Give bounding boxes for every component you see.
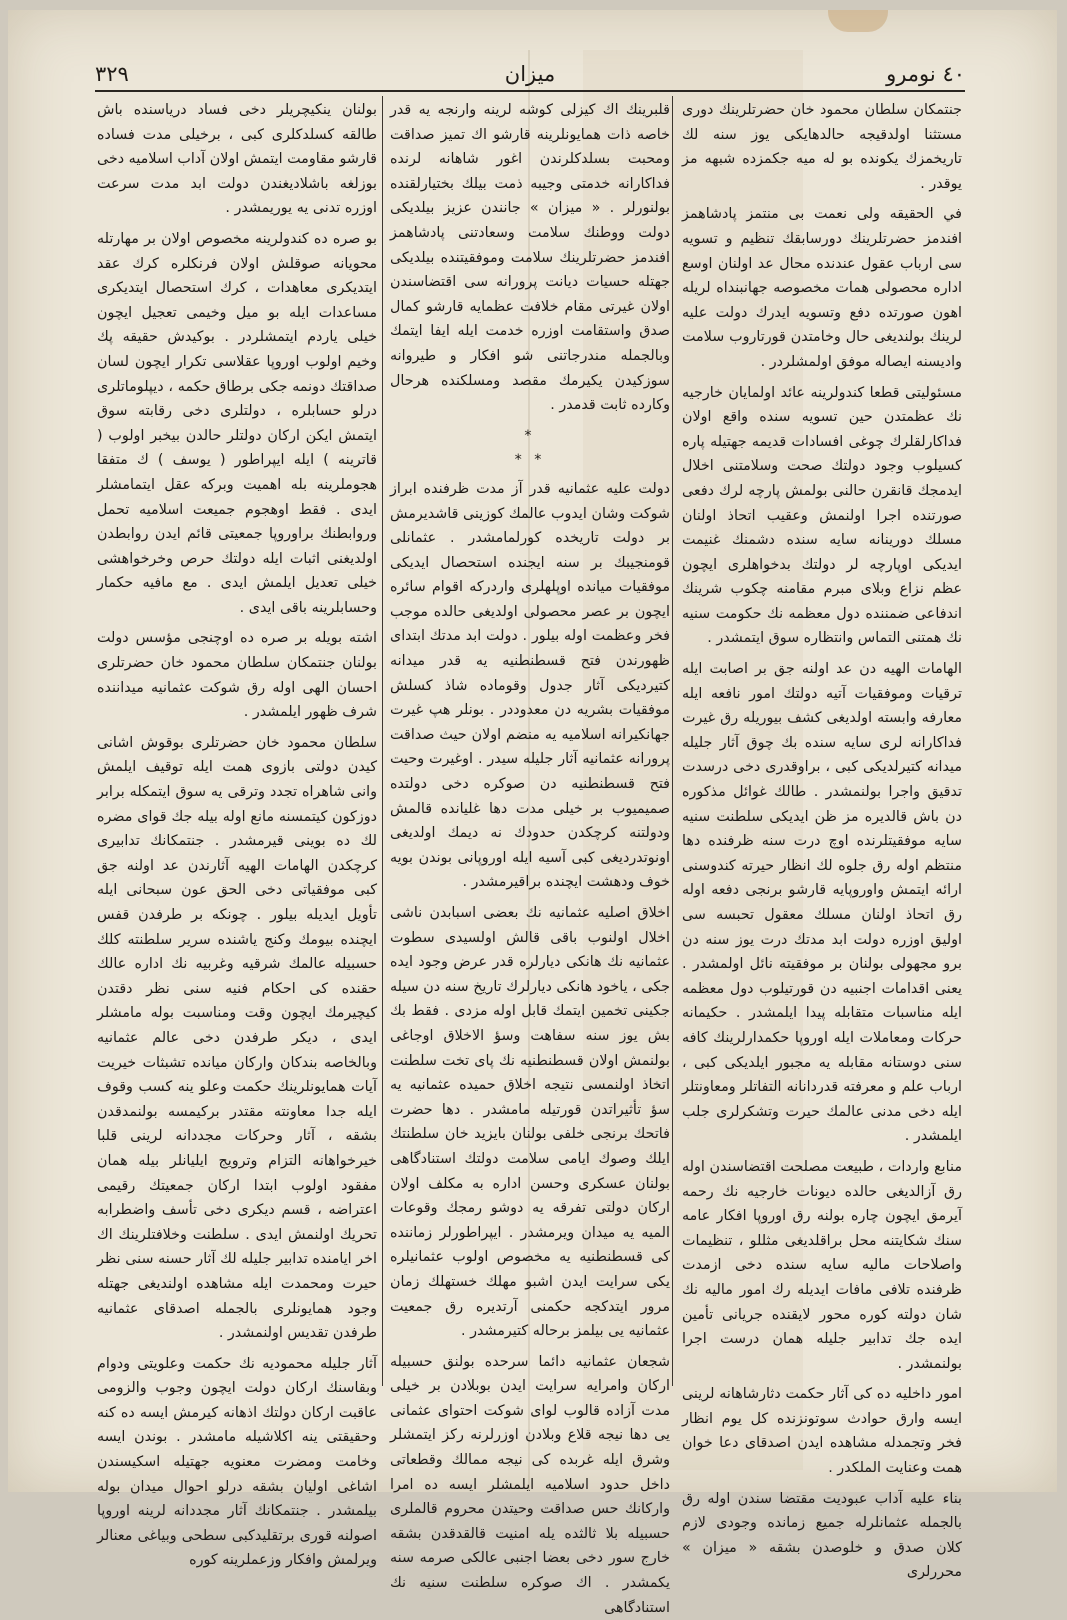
header-rule [95, 90, 965, 92]
column-divider-left [382, 96, 383, 1386]
paragraph: امور داخليه ده كى آثار حكمت دثارشاهانه لرينى ايسه وارق حوادث سوتونزنده كل يوم انظار فخر وتجمدله مشاهده ايدن اصدقاى دعا خوان همت وعنايت الملكدر . [682, 1386, 962, 1477]
page-header [95, 62, 965, 86]
paragraph: سلطان محمود خان حضرتلرى بوقوش اشانى كيدن دولتى بازوى همت ايله توقيف ايلمش وانى شاهراه تجدد وترقى يه سوق ايتمكله برابر دوزكون كيتمسنه مانع اوله بيله جك قواى مضره لك ده بوينى قيرمشدر . جنتمكانك تدابيرى كرچكدن الهامات الهيه آثارندن عد اولنه جق كبى موفقياتى دخى الحق عون سبحانى ايله تأويل ايديله بيلور . چونكه بر طرفدن قفس ايچنده بيومك وكنج ياشنده سرير سلطنته كلك حسبيله عالمك شرقيه وغربيه نك اداره عالك حقنده كى احكام فنيه سنى نظر دقتدن كيچيرمك ايچون وقت ومناسبت بوله مامشلر ايدى ، ديكر طرفدن دخى عالم عثمانيه وبالخاصه بندكان واركان ميانده تشبثات خيريت آيات همايونلرينك حكمت وعلو ينه كسب وقوف ايله جدا معاونته مقتدر بركيمسه بولنمدقدن بشقه ، آثار وحركات مجددانه لرينى قلبا خيرخواهانه التزام وترويج ايليانلر بيله همان مفقود اولوب ابتدا اركان جمعيتك رقيمى اعتراضه ، قسم ديكرى دخى تأسف واضطرابه تحريك اولنمش ايدى . سلطنت وخلافتلرينك اك اخر ايامنده تدابير جليله لك آثار حسنه سنى نظر حيرت ومحمدت ايله مشاهده اولنديغى جهتله وجود همايونلرى بالجمله اصدقاى عثمانيه طرفدن تقديس اولنمشدر . [97, 734, 377, 1342]
paragraph: منابع واردات ، طبيعت مصلحت اقتضاسندن اوله رق آزالديغى حالده ديونات خارجيه نك رحمه آيرمق ايچون چاره بولنه رق اوروپا افكار عامه سنك شكايتنه محل براقلديغى مثللو ، تنظيمات واصلاحات ماليه سايه سنده دخى ازمدت ظرفنده تلافى مافات ايديله رك امور ماليه نك شان دولته كوره محور لايقنده جريانى تأمين ايده جك تدابير جليله همان درست اجرا بولنمشدر . [682, 1158, 962, 1372]
paragraph: شجعان عثمانيه دائما سرحده بولنق حسبيله اركان وامرايه سرايت ايدن بوبلادن بر خيلى مدت آزاده قالوب لواى شوكت احتواى عثمانى يى دها نيجه قلاع وبلادن اوزرلرنه ركز ايتمشلر وشرق ايله غربده كى نيجه ممالك وقطعاتى داخل حدود اسلاميه ايلمشلر ايسه ده امرا واركانك حس صداقت وحيتدن محروم قالملرى حسبيله بلا ثالثده يله امنيت قالقدقدن بشقه خارج سور دخى بعضا اجنبى عالكى صرمه سنه يكمشدر . اك صوكره سلطنت سنيه نك استنادگاهى [390, 1353, 670, 1616]
issue-number: ٤٠ نومرو [886, 62, 965, 86]
top-edge-stain [828, 10, 888, 32]
column-middle [390, 98, 670, 1616]
paragraph: بولنان ينكيچريلر دخى فساد درياسنده باش طالقه كسلدكلرى كبى ، برخيلى مدت فساده قارشو مقاومت ايتمش اولان آداب اسلاميه دخى بوزلغه باشلاديغندن دولت ابد مدت سرعت اوزره تدنى يه يوريمشدر . [97, 102, 377, 217]
paragraph: قلبرينك اك كيزلى كوشه لرينه وارنجه يه قدر خاصه ذات همايونلرينه قارشو اك تميز صداقت ومحبت بسلدكلرندن اغور شاهانه لرنده فداكارانه خدمتى وجيبه ذمت بيلك بختيارلقنده بولنورلر . « ميزان » جانندن عزيز بيلديكى دولت ووطنك سلامت وسعادتنى پادشاهمز افندمز حضرتلرينك سلامت وموفقيتنده بيلديكى جهتله حسيات ديانت پرورانه سى اقتضاسندن اولان غيرتى مقام خلافت عظمايه قارشو كمال صدق واستقامت اوزره خدمت ايله ايفا ايتمك وبالجمله مندرجاتنى شو افكار و طيروانه سوزكيدن يكيرمك مقصد ومسلكنده هرحال وكارده ثابت قدمدر . [390, 102, 670, 414]
paragraph: جنتمكان سلطان محمود خان حضرتلرينك دورى مستثنا اولدقيجه حالدهايكى يوز سنه لك تاريخمزك يكونده بو له ميه جكمزده شبهه مز يوقدر . [682, 102, 962, 192]
paragraph: اخلاق اصليه عثمانيه نك بعضى اسبابدن ناشى اخلال اولنوب باقى قالش اولسيدى سطوت عثمانيه نك هانكى ديارلره قدر عرض وجود ايده جكى ، ياخود هانكى ديارلرك تاريخ سنه دن سيله جكينى تخمين ايتمك قابل اوله مزدى . فقط بك بش يوز سنه سفاهت وسؤ الاخلاق اوجاغى بولنمش اولان قسطنطنيه نك پاى تخت سلطنت اتخاذ اولنمسى نتيجه اخلاق حميده عثمانيه يه سؤ تأثيراتدن قورتيله مامشدر . دها حضرت فاتحك برنجى خلفى بولنان بايزيد خان سلطنتك ايلك وصوك ايامى سلامت دولتك استنادگاهى بولنان عسكرى وحسن اداره به مكلف اولان اركان دولتى تفرقه يه دوشو رمجك وقوعات الميه يه ميدان ويرمشدر . ايپراطورلر زماننده كى قسطنطنيه يه مخصوص اولوب عثمانيلره يكى سرايت ايدن اشبو مهلك خستهلك زمان مرور ايتدكجه حكمنى آرتديره رق جمعيت عثمانيه يى بيلمز برحاله كتيرمشدر . [390, 905, 670, 1340]
column-left [97, 98, 377, 1569]
section-asterism: * * * [514, 427, 546, 469]
paragraph: بناء عليه آداب عبوديت مقتضا سندن اوله رق بالجمله عثمانلرله جميع زمانده وجودى لازم كلان صدق و خلوصدن بشقه « ميزان » محررلرى [682, 1490, 962, 1581]
paragraph: دولت عليه عثمانيه قدر آز مدت ظرفنده ابراز شوكت وشان ايدوب عالمك كوزينى قاشديرمش بر دولت تاريخده كورلمامشدر . عثمانلى قومنجيبك بر سنه ايجنده استحصال ايديكى موفقيات ميانده اوپلهلرى واردركه اقوام سائره ايچون بر عصر محصولى اولديغى حالده موجب فخر وعظمت اوله بيلور . دولت ابد مدتك ابتداى ظهورندن فتح قسطنطنيه يه قدر ميدانه كتيرديكى آثار جدول وقوماده شاذ كسلش موفقيات بشريه دن معدوددر . بونلر هپ غيرت جهانكيرانه اسلاميه يه منضم اولان حيث صداقت پرورانه عثمانيه آثار جليله سيدر . اوغيرت وحيت فتح قسطنطنيه دن صوكره دخى دولتده صميميوب بر خيلى مدت دها غليانده قالمش ودولتنه كرچكدن حدودك نه ديمك اولديغى اونوتدرديغى كبى آسيه ايله اوروپانى بوندن بويه خوف ودهشت ايچنده براقيرمشدر . [390, 480, 670, 891]
masthead-title: ميزان [504, 62, 556, 86]
paragraph: اشته بويله بر صره ده اوچنجى مؤسس دولت بولنان جنتمكان سلطان محمود خان حضرتلرى احسان الهى اوله رق شوكت عثمانيه ميداننده شرف ظهور ايلمشدر . [97, 630, 377, 721]
paragraph: مسئوليتى قطعا كندولرينه عائد اولمايان خارجيه نك عظمتدن حين تسويه سنده واقع اولان فداكارلقلرك چوغى افسادات قديمه جهتيله پاره كسيلوب وجود دولتك صحت وسلامتنى اخلال ايدمجك قانقرن حالنى بولمش پارچه لرك دفعى صورتنده اجرا اولنمش وعقيب اتحاذ اولنان مسلك دورينانه سايه سنده دشمنك غنيمت ايديكى اوپارچه لر دولتك بدخواهلرى ايچون عظم نزاع وبلاى مبرم مقامنه چكوب شرينك اندفاعى ضمننده دول معظمه نك حكومت سنيه نك همتنى التماس وانتظاره سوق ايتمشدر . [682, 384, 962, 647]
page-number: ٣٢٩ [95, 62, 129, 86]
column-right [682, 98, 962, 1581]
paragraph: بو صره ده كندولرينه مخصوص اولان بر مهارتله محويانه صوقلش اولان فرنكلره كرك عقد ايتديكرى معاهدات ، كرك استحصال ايتديكرى مساعدات ايله بو ميل وخيمى تعجيل ايچون خيلى ياردم ايتمشلردر . بوكيدش حقيقه پك وخيم اولوب اوروپا عقلاسى تكرار ايچون لسان صداقتك دونمه جكى برطاق حكمه ، ديپلوماتلرى درلو حسابلره ، دولتلرى دخى رقابته سوق ايتمش ايكن اركان دولتلر حالدن بيخبر اولوب ( قاترينه ) ايله ايپراطور ( يوسف ) ك متفقا هجوملرينه بله اهميت وبركه عقل ايتمامشلر ايدى . فقط اوهجوم جميعت اسلاميه تحمل وروابطنك براوروپا جمعيتى قائم ايدن روابطدن اولديغنى اثبات ايله دولتك حرص وخرخواهشى خيلى تعديل ايلمش ايدى . مع مافيه حكمار وحسابلرينه باقى ايدى . [97, 230, 377, 616]
column-divider-right [672, 96, 673, 1386]
paragraph: الهامات الهيه دن عد اولنه جق بر اصابت ايله ترقيات وموفقيات آتيه دولتك امور نافعه ايله معارفه وابسته اولديغى كشف بيوريله رق غيرت فداكارانه لرى سايه سنده بك چوق آثار جليله ميدانه كتيرلديكى كبى ، براوقدرى دخى درسدت تدقيق واجرا بولنمشدر . طالك غوائل مذكوره دن باش قالديره مز ظن ايديكى سلطنت سنيه سايه موفقيتلرنده اوچ درت سنه ظرفنده دها منتظم اوله رق جلوه لك انظار حيرته كندوسنى ارائه ايتمش واوروپايه قارشو برنجى دفعه اوله رق اتحاذ اولنان مسلك معقول تحبسه سى اوليق اوزره دولت ابد مدتك درت يوز سنه دن برو مجهولى بولنان بر موفقيته نائل اولمشدر . يعنى اقدامات اجنبيه دن قورتيلوب دول معظمه ايله مناسبات متقابله پيدا ايلمشدر . حكيمانه حركات ومعاملات ايله اوروپا حكمدارلرينك كافه سنى دوستانه مقابله يه مجبور ايلديكى كبى ، ارباب علم و معرفته قدردانانه التفاتلر ومعاونتلر ايله دخى مدنى عالمك حيرت وتشكرلرى جلب ايلمشدر . [682, 661, 962, 1145]
paragraph: في الحقيقه ولى نعمت بى منتمز پادشاهمز افندمز حضرتلرينك دورسابقك تنظيم و تسويه سى ارباب عقول عندنده محال عد اولنان اوسع اداره محصولى همات مخصوصه جهانبنداه لريله اهون صورتده دفع وتسويه ايدرك دولت عليه لرينك بولنديغى حال وخامتدن قورتاروب سلامت واديسنه ايصاله موفق اولمشلردر . [682, 206, 962, 370]
paragraph: آثار جليله محموديه نك حكمت وعلويتى ودوام وبقاسنك اركان دولت ايچون وجوب والزومى عاقبت اركان دولتك اذهانه كيرمش ايسه ده كنه وحقيقتى ينه اكلاشيله مامشدر . بوندن ايسه وخامت ومضرت معنويه جهتيله اسكيسندن اشاغى اوليان بشقه درلو احوال ميدان بوله بيلمشدر . جنتمكانك آثار مجددانه لرينه اوروپا اصولنه قورى برتقليدكبى سطحى وبياغى معنالر ويرلمش وافكار وزعملرينه كوره [97, 1355, 377, 1569]
